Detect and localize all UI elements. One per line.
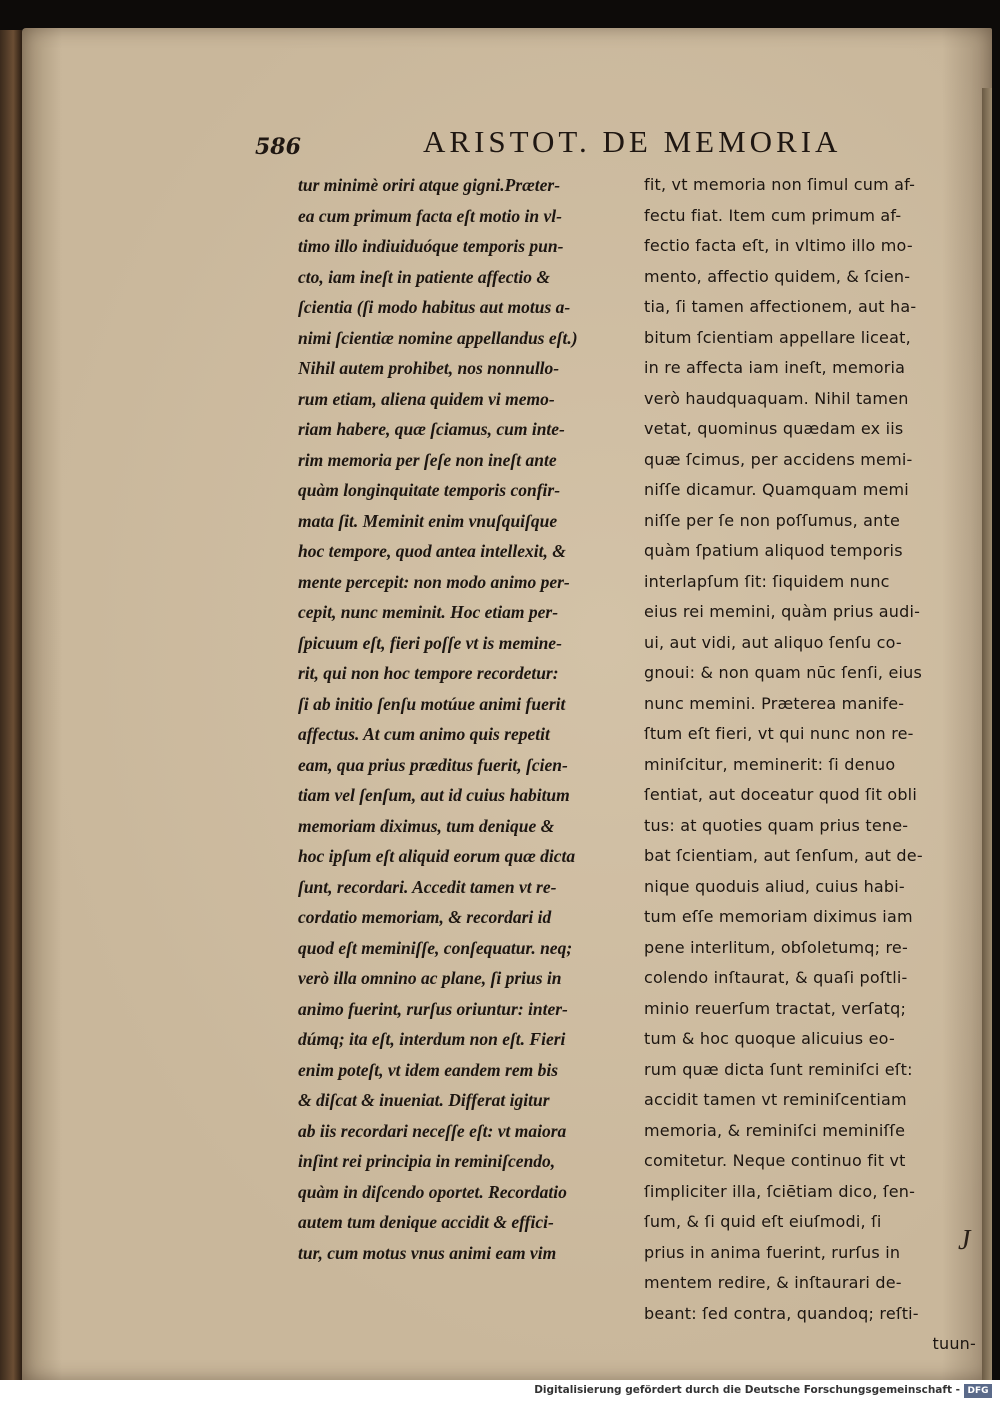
text-line: hoc ipſum eſt aliquid eorum quæ dicta bbox=[298, 846, 576, 866]
text-line: & diſcat & inueniat. Differat igitur bbox=[298, 1090, 550, 1110]
text-line: tus: at quoties quam prius tene- bbox=[644, 815, 909, 835]
text-line: eius rei memini, quàm prius audi- bbox=[644, 602, 921, 621]
text-line: ſentiat, aut doceatur quod ſit obli bbox=[644, 785, 917, 804]
page-number: 586 bbox=[255, 134, 301, 160]
text-line: ſcientia (ſi modo habitus aut motus a- bbox=[298, 297, 571, 317]
text-line: gnoui: & non quam nūc ſenſi, eius bbox=[644, 663, 923, 682]
text-line: dúmq; ita eſt, interdum non eſt. Fieri bbox=[298, 1029, 566, 1049]
text-line: eam, qua prius præditus fuerit, ſcien- bbox=[298, 754, 568, 775]
text-line: bitum ſcientiam appellare liceat, bbox=[644, 327, 911, 347]
text-line: autem tum denique accidit & effici- bbox=[298, 1212, 554, 1232]
text-line: prius in anima fuerint, rurſus in bbox=[644, 1242, 901, 1262]
credit-text: Digitalisierung gefördert durch die Deutsche Forschungsgemeinschaft - bbox=[534, 1384, 960, 1396]
text-line: memoriam diximus, tum denique & bbox=[298, 815, 555, 836]
text-line: tuun- bbox=[932, 1334, 976, 1353]
text-line: verò haudquaquam. Nihil tamen bbox=[644, 388, 909, 408]
text-line: mento, affectio quidem, & ſcien- bbox=[644, 266, 911, 286]
text-line: timo illo indiuiduóque temporis pun- bbox=[298, 236, 564, 256]
text-line: accidit tamen vt reminiſcentiam bbox=[644, 1090, 907, 1109]
page-header bbox=[255, 124, 855, 164]
text-line: mentem redire, & inſtaurari de- bbox=[644, 1273, 902, 1292]
text-line: in re affecta iam ineſt, memoria bbox=[644, 358, 906, 377]
dfg-logo: DFG bbox=[964, 1384, 992, 1398]
text-line: fit, vt memoria non ſimul cum af- bbox=[644, 175, 916, 194]
text-line: cordatio memoriam, & recordari id bbox=[298, 907, 552, 927]
text-line: miniſcitur, meminerit: ſi denuo bbox=[644, 754, 896, 774]
text-line: hoc tempore, quod antea intellexit, & bbox=[298, 541, 566, 561]
text-line: affectus. At cum animo quis repetit bbox=[298, 724, 550, 744]
text-line: nunc memini. Præterea manife- bbox=[644, 693, 905, 713]
text-line: verò illa omnino ac plane, ſi prius in bbox=[298, 968, 562, 988]
text-line: ſpicuum eſt, fieri poſſe vt is meminе- bbox=[298, 632, 562, 653]
text-line: ea cum primum facta eſt motio in vl- bbox=[298, 205, 562, 226]
text-line: interlapſum ſit: ſiquidem nunc bbox=[644, 571, 890, 591]
text-line: riam habere, quæ ſciamus, cum inte- bbox=[298, 419, 565, 439]
text-line: fectio facta eſt, in vltimo illo mo- bbox=[644, 236, 913, 255]
text-line: rit, qui non hoc tempore recordetur: bbox=[298, 663, 559, 683]
text-line: vetat, quominus quædam ex iis bbox=[644, 419, 904, 438]
text-line: rum quæ dicta ſunt reminiſci eſt: bbox=[644, 1059, 913, 1079]
text-line: inſint rei principia in reminiſcendo, bbox=[298, 1151, 556, 1171]
text-line: quàm in diſcendo oportet. Recordatio bbox=[298, 1181, 567, 1202]
text-line: quàm ſpatium aliquod temporis bbox=[644, 541, 903, 560]
text-line: nique quoduis aliud, cuius habi- bbox=[644, 876, 905, 896]
digitization-credit-bar bbox=[0, 1380, 1000, 1402]
book-spine bbox=[0, 30, 22, 1380]
text-line: cepit, nunc meminit. Hoc etiam per- bbox=[298, 602, 559, 622]
text-line: ſtum eſt fieri, vt qui nunc non re- bbox=[644, 724, 914, 743]
text-line: pene interlitum, obſoletumq; re- bbox=[644, 937, 908, 957]
text-line: mata ſit. Meminit enim vnuſquiſque bbox=[298, 510, 558, 531]
text-line: memoria, & reminiſci meminiſſe bbox=[644, 1120, 906, 1140]
text-line: rim memoria per ſeſe non ineſt ante bbox=[298, 449, 557, 470]
text-line: beant: ſed contra, quandoq; reſti- bbox=[644, 1303, 919, 1323]
text-line: rum etiam, aliena quidem vi memo- bbox=[298, 388, 555, 409]
text-line: enim poteſt, vt idem eandem rem bis bbox=[298, 1059, 559, 1080]
text-line: tum & hoc quoque alicuius eo- bbox=[644, 1029, 895, 1048]
text-line: mente percepit: non modo animo per- bbox=[298, 571, 570, 592]
text-line: colendo inſtaurat, & quaſi poſtli- bbox=[644, 968, 908, 987]
text-line: tiam vel ſenſum, aut id cuius habitum bbox=[298, 785, 570, 805]
text-line: animo fuerint, rurſus oriuntur: inter- bbox=[298, 998, 568, 1019]
signature-mark: J bbox=[958, 1225, 971, 1256]
text-line: niſſe per ſe non poſſumus, ante bbox=[644, 510, 901, 530]
text-line: ab iis recordari neceſſe eſt: vt maiora bbox=[298, 1120, 567, 1141]
text-line: fectu fiat. Item cum primum af- bbox=[644, 205, 902, 225]
text-line: tur minimè oriri atque gigni.Præter- bbox=[298, 175, 561, 195]
text-line: nimi ſcientiæ nomine appellandus eſt.) bbox=[298, 327, 578, 348]
text-line: Nihil autem prohibet, nos nonnullo- bbox=[298, 358, 560, 378]
text-line: ſum, & ſi quid eſt eiuſmodi, ſi bbox=[644, 1212, 882, 1231]
text-line: tur, cum motus vnus animi eam vim bbox=[298, 1242, 557, 1263]
text-line: ſunt, recordari. Accedit tamen vt re- bbox=[298, 876, 557, 897]
text-line: quod eſt meminiſſe, conſequatur. neq; bbox=[298, 937, 573, 958]
page-edge bbox=[982, 88, 992, 1380]
text-line: quàm longinquitate temporis confir- bbox=[298, 480, 561, 500]
text-line: comitetur. Neque continuo fit vt bbox=[644, 1151, 906, 1170]
running-title: ARISTOT. DE MEMORIA bbox=[423, 124, 842, 159]
text-line: cto, iam ineſt in patiente affectio & bbox=[298, 266, 550, 287]
text-line: ſimpliciter illa, ſciētiam dico, ſen- bbox=[644, 1181, 916, 1201]
text-line: niſſe dicamur. Quamquam memi bbox=[644, 480, 909, 499]
text-line: ſi ab initio ſenſu motúue animi fuerit bbox=[298, 693, 566, 714]
text-line: tum eſſe memoriam diximus iam bbox=[644, 907, 913, 926]
text-line: tia, ſi tamen affectionem, aut ha- bbox=[644, 297, 917, 316]
text-line: ui, aut vidi, aut aliquo ſenſu co- bbox=[644, 632, 902, 652]
text-line: quæ ſcimus, per accidens memi- bbox=[644, 449, 913, 469]
text-line: bat ſcientiam, aut ſenſum, aut de- bbox=[644, 846, 923, 865]
left-column-italic-text bbox=[298, 170, 632, 1268]
right-column-roman-text bbox=[644, 170, 976, 1360]
text-line: minio reuerſum tractat, verſatq; bbox=[644, 998, 907, 1018]
